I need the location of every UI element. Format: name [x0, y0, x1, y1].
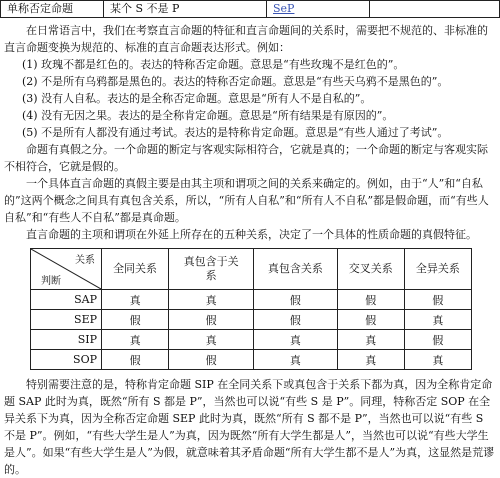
top-cell-empty: [370, 1, 500, 18]
top-cell-form: 某个 S 不是 P: [104, 1, 267, 18]
truth-table-header-row: [31, 249, 472, 290]
table-cell: 真: [337, 330, 404, 350]
top-cell-type: 单称否定命题: [1, 1, 104, 18]
table-row: [31, 290, 472, 310]
table-cell: 真: [254, 330, 338, 350]
closing-paragraph: 特别需要注意的是，特称肯定命题 SIP 在全同关系下或真包含于关系下都为真，因为全称肯定命题 SAP 此时为真，既然“所有 S 都是 P”，当然也可以说“有些 S 是 P”。同理，特称否定 SOP 在全异关系下为真，因为全称否定命题 SEP 此时为真，既然“所有 S 都不是 P”，当然也可以说“有些 S 不是 P”。例如，“有些大学生是人”为真，因为既然“所有大学生都是人”，当然也可以说“有些大学生是人”。如果“有些大学生是人”为假，就意味着其矛盾命题“所有大学生都不是人”为真，这显然是荒谬的。: [4, 378, 495, 476]
table-cell: 假: [337, 290, 404, 310]
corner-relation-label: 关系: [75, 255, 95, 266]
truth-definition-paragraph: 命题有真假之分。一个命题的断定与客观实际相符合，它就是真的；一个命题的断定与客观实际不相符合，它就是假的。: [4, 143, 488, 173]
truth-table-corner: [31, 249, 102, 290]
table-cell: 假: [169, 350, 254, 370]
column-header-included-in: 真包含于关系: [169, 249, 254, 290]
table-cell: 真: [102, 290, 169, 310]
table-cell: 假: [254, 290, 338, 310]
table-cell: 假: [254, 310, 338, 330]
table-cell: 真: [337, 350, 404, 370]
truth-dependency-paragraph: 一个具体直言命题的真假主要是由其主项和谓项之间的关系来确定的。例如，由于“人”和“自私的”这两个概念之间具有真包含关系，所以，“所有人自私”和“所有人不自私”都是假命题，而“有些人自私”和“有些人不自私”都是真命题。: [4, 177, 489, 224]
row-label: SAP: [31, 290, 102, 310]
column-header-overlap: 交叉关系: [337, 249, 404, 290]
five-relations-paragraph: 直言命题的主项和谓项在外延上所存在的五种关系，决定了一个具体的性质命题的真假特征。: [26, 228, 477, 241]
row-label: SOP: [31, 350, 102, 370]
table-cell: 真: [404, 310, 471, 330]
top-row: [1, 1, 500, 18]
table-row: [31, 350, 472, 370]
table-cell: 假: [102, 310, 169, 330]
example-item-5: (5) 不是所有人都没有通过考试。表达的是特称肯定命题。意思是“有些人通过了考试”。: [22, 126, 449, 139]
row-label: SEP: [31, 310, 102, 330]
table-cell: 假: [404, 330, 471, 350]
row-label: SIP: [31, 330, 102, 350]
table-cell: 真: [169, 330, 254, 350]
example-item-1: (1) 玫瑰不都是红色的。表达的特称否定命题。意思是“有些玫瑰不是红色的”。: [22, 58, 405, 71]
table-cell: 假: [337, 310, 404, 330]
table-cell: 假: [102, 350, 169, 370]
example-item-2: (2) 不是所有乌鸦都是黑色的。表达的特称否定命题。意思是“有些天乌鸦不是黑色的”。: [22, 75, 449, 88]
column-header-includes: 真包含关系: [254, 249, 338, 290]
table-cell: 假: [169, 310, 254, 330]
top-table: [0, 0, 500, 18]
table-cell: 真: [254, 350, 338, 370]
table-row: [31, 330, 472, 350]
intro-paragraph: 在日常语言中，我们在考察直言命题的特征和直言命题间的关系时，需要把不规范的、非标准的直言命题变换为规范的、标准的直言命题表达形式。例如：: [4, 24, 488, 54]
table-cell: 真: [102, 330, 169, 350]
corner-judgment-label: 判断: [41, 276, 61, 287]
column-header-identity: 全同关系: [102, 249, 169, 290]
table-row: [31, 310, 472, 330]
top-cell-symbol: [267, 1, 370, 18]
table-cell: 真: [169, 290, 254, 310]
example-item-4: (4) 没有无因之果。表达的是全称肯定命题。意思是“所有结果是有原因的”。: [22, 109, 394, 122]
truth-table: [30, 248, 472, 370]
table-cell: 真: [404, 350, 471, 370]
table-cell: 假: [404, 290, 471, 310]
column-header-disjoint: 全异关系: [404, 249, 471, 290]
example-item-3: (3) 没有人自私。表达的是全称否定命题。意思是“所有人不是自私的”。: [22, 92, 372, 105]
symbol-link[interactable]: SeP: [273, 2, 295, 15]
